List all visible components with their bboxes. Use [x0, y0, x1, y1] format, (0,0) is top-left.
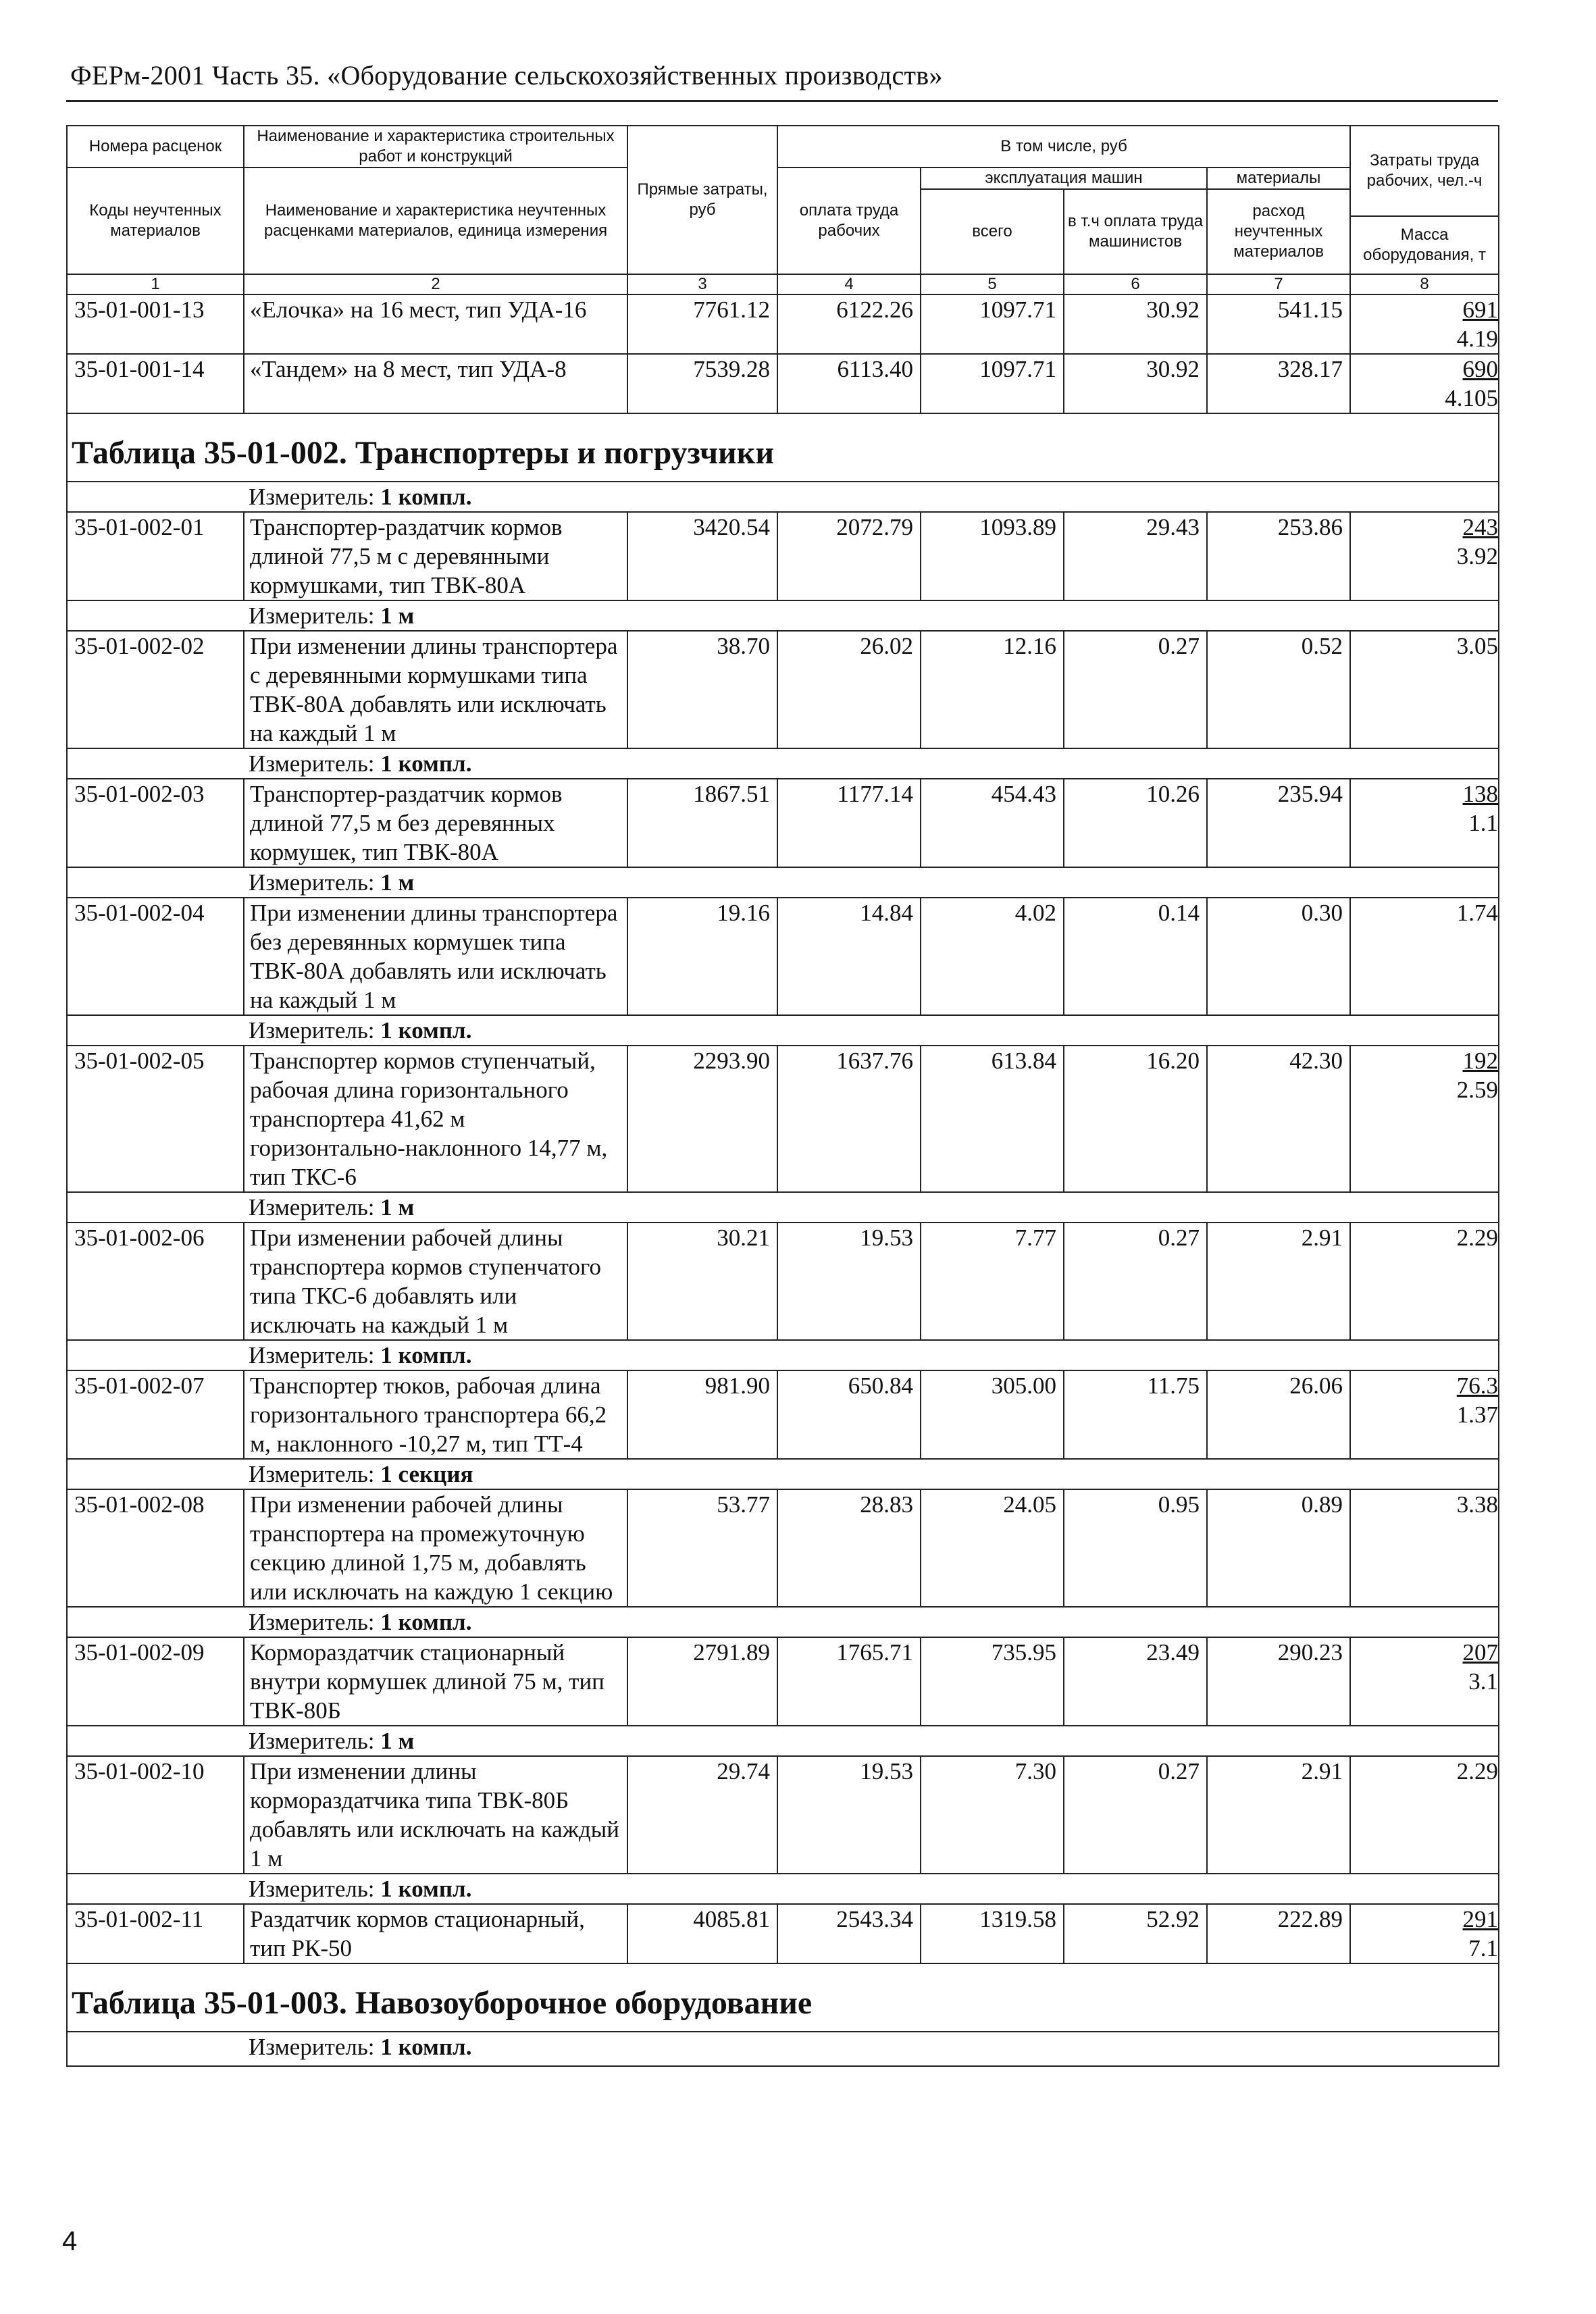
table-row	[67, 354, 1499, 413]
table-row	[67, 779, 1499, 867]
machine-total: 613.84	[921, 1046, 1064, 1192]
labor-mass-cell	[1350, 1904, 1499, 1963]
measure-label: Измеритель:	[249, 1461, 375, 1487]
labor-mass-cell	[1350, 1370, 1499, 1459]
labor-costs: 3.05	[1456, 633, 1499, 659]
measure-label: Измеритель:	[249, 869, 375, 896]
machine-total: 7.77	[921, 1223, 1064, 1340]
column-number: 7	[1207, 274, 1350, 294]
equipment-mass: 1.37	[1456, 1402, 1499, 1428]
labor-costs: 2.29	[1456, 1758, 1499, 1784]
col-head-equipment-mass: Масса оборудования, т	[1350, 216, 1499, 274]
machinists-pay: 0.14	[1064, 898, 1207, 1015]
machine-total: 1097.71	[921, 354, 1064, 413]
labor-mass-cell	[1350, 354, 1499, 413]
work-name: «Елочка» на 16 мест, тип УДА-16	[244, 294, 627, 354]
labor-mass-cell	[1350, 631, 1499, 748]
materials-cost: 235.94	[1207, 779, 1350, 867]
rate-code: 35-01-002-01	[67, 512, 244, 600]
column-number-row	[67, 274, 1499, 294]
equipment-mass: 1.1	[1468, 810, 1499, 836]
work-name: Транспортер-раздатчик кормов длиной 77,5 м без деревянных кормушек, тип ТВК-80А	[244, 779, 627, 867]
labor-mass-cell	[1350, 1046, 1499, 1192]
workers-pay: 6113.40	[777, 354, 921, 413]
measure-unit: 1 компл.	[380, 750, 472, 777]
materials-cost: 290.23	[1207, 1637, 1350, 1726]
measure-row	[67, 1607, 1499, 1637]
measure-unit: 1 м	[380, 1728, 415, 1754]
materials-cost: 328.17	[1207, 354, 1350, 413]
rate-code: 35-01-002-10	[67, 1756, 244, 1874]
labor-mass-cell	[1350, 1637, 1499, 1726]
work-name: При изменении длины транспортера без деревянных кормушек типа ТВК-80А добавлять или исключать на каждый 1 м	[244, 898, 627, 1015]
machinists-pay: 30.92	[1064, 354, 1207, 413]
table-row	[67, 1370, 1499, 1459]
table-row	[67, 1489, 1499, 1607]
measure-label: Измеритель:	[249, 1194, 375, 1220]
header-divider	[66, 100, 1498, 102]
materials-cost: 222.89	[1207, 1904, 1350, 1963]
table-row	[67, 1046, 1499, 1192]
measure-row	[67, 867, 1499, 898]
direct-costs: 1867.51	[627, 779, 777, 867]
measure-label: Измеритель:	[249, 750, 375, 777]
rate-code: 35-01-001-14	[67, 354, 244, 413]
measure-unit: 1 компл.	[380, 1609, 472, 1635]
measure-unit: 1 м	[380, 602, 415, 629]
measure-label: Измеритель:	[249, 1876, 375, 1902]
direct-costs: 3420.54	[627, 512, 777, 600]
table-row	[67, 512, 1499, 600]
document-header: ФЕРм-2001 Часть 35. «Оборудование сельскохозяйственных производств»	[70, 60, 943, 91]
col-head-direct-costs: Прямые затраты, руб	[627, 126, 777, 274]
column-number: 1	[67, 274, 244, 294]
table2-title: Таблица 35-01-002. Транспортеры и погрузчики	[67, 413, 1499, 482]
machinists-pay: 0.27	[1064, 1756, 1207, 1874]
column-number: 3	[627, 274, 777, 294]
equipment-mass: 2.59	[1456, 1077, 1499, 1103]
table-row	[67, 898, 1499, 1015]
col-head-codes: Коды неучтенных материалов	[67, 168, 244, 274]
labor-costs: 207	[1462, 1639, 1499, 1666]
measure-label: Измеритель:	[249, 1017, 375, 1044]
direct-costs: 2791.89	[627, 1637, 777, 1726]
measure-row	[67, 1015, 1499, 1046]
column-number: 5	[921, 274, 1064, 294]
measure-label: Измеритель:	[249, 1342, 375, 1368]
machine-total: 735.95	[921, 1637, 1064, 1726]
table-row	[67, 1637, 1499, 1726]
measure-row	[67, 748, 1499, 779]
labor-costs: 76.3	[1456, 1372, 1499, 1399]
col-head-total: всего	[921, 189, 1064, 274]
machinists-pay: 16.20	[1064, 1046, 1207, 1192]
table-row	[67, 1756, 1499, 1874]
work-name: Раздатчик кормов стационарный, тип РК-50	[244, 1904, 627, 1963]
rate-code: 35-01-002-06	[67, 1223, 244, 1340]
table3-title: Таблица 35-01-003. Навозоуборочное оборудование	[67, 1963, 1499, 2032]
rates-table-frame	[66, 125, 1498, 2188]
machinists-pay: 29.43	[1064, 512, 1207, 600]
direct-costs: 981.90	[627, 1370, 777, 1459]
rate-code: 35-01-002-03	[67, 779, 244, 867]
machinists-pay: 10.26	[1064, 779, 1207, 867]
machine-total: 305.00	[921, 1370, 1064, 1459]
measure-row	[67, 1459, 1499, 1489]
direct-costs: 29.74	[627, 1756, 777, 1874]
measure-label: Измеритель:	[249, 602, 375, 629]
measure-row	[67, 1340, 1499, 1370]
equipment-mass: 3.1	[1468, 1668, 1499, 1695]
labor-costs: 291	[1462, 1906, 1499, 1932]
col-head-unaccounted-materials: расход неучтенных материалов	[1207, 189, 1350, 274]
rates-table	[66, 125, 1499, 2067]
measure-unit: 1 м	[380, 1194, 415, 1220]
table-row	[67, 1904, 1499, 1963]
machinists-pay: 0.27	[1064, 1223, 1207, 1340]
rate-code: 35-01-001-13	[67, 294, 244, 354]
rate-code: 35-01-002-02	[67, 631, 244, 748]
workers-pay: 1765.71	[777, 1637, 921, 1726]
workers-pay: 14.84	[777, 898, 921, 1015]
workers-pay: 1637.76	[777, 1046, 921, 1192]
workers-pay: 2543.34	[777, 1904, 921, 1963]
materials-cost: 0.52	[1207, 631, 1350, 748]
col-head-machinists-pay: в т.ч оплата труда машинистов	[1064, 189, 1207, 274]
equipment-mass: 4.105	[1445, 385, 1499, 411]
rate-code: 35-01-002-05	[67, 1046, 244, 1192]
labor-costs: 138	[1462, 781, 1499, 807]
measure-unit: 1 компл.	[380, 2034, 472, 2060]
rate-code: 35-01-002-07	[67, 1370, 244, 1459]
col-head-materials: материалы	[1207, 168, 1350, 189]
machine-total: 1093.89	[921, 512, 1064, 600]
labor-mass-cell	[1350, 1223, 1499, 1340]
equipment-mass: 3.92	[1456, 543, 1499, 569]
machinists-pay: 11.75	[1064, 1370, 1207, 1459]
table-row	[67, 294, 1499, 354]
workers-pay: 19.53	[777, 1756, 921, 1874]
column-number: 2	[244, 274, 627, 294]
measure-unit: 1 компл.	[380, 1342, 472, 1368]
direct-costs: 19.16	[627, 898, 777, 1015]
rate-code: 35-01-002-09	[67, 1637, 244, 1726]
labor-costs: 3.38	[1456, 1491, 1499, 1518]
materials-cost: 253.86	[1207, 512, 1350, 600]
measure-unit: 1 м	[380, 869, 415, 896]
labor-costs: 1.74	[1456, 900, 1499, 926]
col-head-including: В том числе, руб	[777, 126, 1350, 168]
materials-cost: 26.06	[1207, 1370, 1350, 1459]
work-name: При изменении длины транспортера с деревянными кормушками типа ТВК-80А добавлять или исключать на каждый 1 м	[244, 631, 627, 748]
col-head-workers-pay: оплата труда рабочих	[777, 168, 921, 274]
machine-total: 4.02	[921, 898, 1064, 1015]
work-name: Транспортер-раздатчик кормов длиной 77,5 м с деревянными кормушками, тип ТВК-80А	[244, 512, 627, 600]
machinists-pay: 30.92	[1064, 294, 1207, 354]
measure-label: Измеритель:	[249, 2034, 375, 2060]
measure-unit: 1 компл.	[380, 484, 472, 510]
machine-total: 24.05	[921, 1489, 1064, 1607]
materials-cost: 42.30	[1207, 1046, 1350, 1192]
direct-costs: 7761.12	[627, 294, 777, 354]
rate-code: 35-01-002-11	[67, 1904, 244, 1963]
rate-code: 35-01-002-04	[67, 898, 244, 1015]
table3-measure	[67, 2032, 1499, 2066]
labor-mass-cell	[1350, 1489, 1499, 1607]
measure-label: Измеритель:	[249, 1609, 375, 1635]
workers-pay: 650.84	[777, 1370, 921, 1459]
labor-mass-cell	[1350, 512, 1499, 600]
machine-total: 1097.71	[921, 294, 1064, 354]
work-name: При изменении длины кормораздатчика типа ТВК-80Б добавлять или исключать на каждый 1 м	[244, 1756, 627, 1874]
work-name: При изменении рабочей длины транспортера на промежуточную секцию длиной 1,75 м, добавлять или исключать на каждую 1 секцию	[244, 1489, 627, 1607]
machine-total: 1319.58	[921, 1904, 1064, 1963]
direct-costs: 7539.28	[627, 354, 777, 413]
equipment-mass: 7.1	[1468, 1935, 1499, 1961]
materials-cost: 541.15	[1207, 294, 1350, 354]
machine-total: 7.30	[921, 1756, 1064, 1874]
direct-costs: 2293.90	[627, 1046, 777, 1192]
measure-row	[67, 1726, 1499, 1756]
col-head-labor-costs: Затраты труда рабочих, чел.-ч	[1350, 126, 1499, 216]
direct-costs: 53.77	[627, 1489, 777, 1607]
measure-unit: 1 секция	[380, 1461, 473, 1487]
direct-costs: 38.70	[627, 631, 777, 748]
measure-label: Измеритель:	[249, 484, 375, 510]
labor-costs: 690	[1462, 356, 1499, 382]
labor-mass-cell	[1350, 294, 1499, 354]
col-head-rate-numbers: Номера расценок	[67, 126, 244, 168]
machinists-pay: 23.49	[1064, 1637, 1207, 1726]
equipment-mass: 4.19	[1456, 326, 1499, 352]
machinists-pay: 52.92	[1064, 1904, 1207, 1963]
labor-costs: 691	[1462, 297, 1499, 323]
workers-pay: 6122.26	[777, 294, 921, 354]
materials-cost: 0.30	[1207, 898, 1350, 1015]
work-name: «Тандем» на 8 мест, тип УДА-8	[244, 354, 627, 413]
col-head-work-name: Наименование и характеристика строительных работ и конструкций	[244, 126, 627, 168]
column-number: 6	[1064, 274, 1207, 294]
measure-row	[67, 1874, 1499, 1904]
machinists-pay: 0.95	[1064, 1489, 1207, 1607]
measure-unit: 1 компл.	[380, 1017, 472, 1044]
machine-total: 454.43	[921, 779, 1064, 867]
machine-total: 12.16	[921, 631, 1064, 748]
measure-row	[67, 1192, 1499, 1223]
measure-row	[67, 600, 1499, 631]
labor-costs: 2.29	[1456, 1225, 1499, 1251]
workers-pay: 28.83	[777, 1489, 921, 1607]
table-row	[67, 1223, 1499, 1340]
measure-label: Измеритель:	[249, 1728, 375, 1754]
work-name: При изменении рабочей длины транспортера кормов ступенчатого типа ТКС-6 добавлять или исключать на каждый 1 м	[244, 1223, 627, 1340]
page-number: 4	[62, 2226, 78, 2256]
labor-costs: 192	[1462, 1048, 1499, 1074]
work-name: Транспортер кормов ступенчатый, рабочая длина горизонтального транспортера 41,62 м горизонтально-наклонного 14,77 м, тип ТКС-6	[244, 1046, 627, 1192]
labor-mass-cell	[1350, 779, 1499, 867]
col-head-machine-operation: эксплуатация машин	[921, 168, 1207, 189]
direct-costs: 30.21	[627, 1223, 777, 1340]
direct-costs: 4085.81	[627, 1904, 777, 1963]
workers-pay: 2072.79	[777, 512, 921, 600]
labor-costs: 243	[1462, 514, 1499, 540]
col-head-material-name: Наименование и характеристика неучтенных расценками материалов, единица измерения	[244, 168, 627, 274]
workers-pay: 26.02	[777, 631, 921, 748]
materials-cost: 0.89	[1207, 1489, 1350, 1607]
measure-unit: 1 компл.	[380, 1876, 472, 1902]
machinists-pay: 0.27	[1064, 631, 1207, 748]
table-row	[67, 631, 1499, 748]
column-number: 8	[1350, 274, 1499, 294]
column-number: 4	[777, 274, 921, 294]
rate-code: 35-01-002-08	[67, 1489, 244, 1607]
work-name: Транспортер тюков, рабочая длина горизонтального транспортера 66,2 м, наклонного -10,27 м, тип ТТ-4	[244, 1370, 627, 1459]
workers-pay: 1177.14	[777, 779, 921, 867]
labor-mass-cell	[1350, 898, 1499, 1015]
materials-cost: 2.91	[1207, 1223, 1350, 1340]
workers-pay: 19.53	[777, 1223, 921, 1340]
measure-row	[67, 482, 1499, 512]
work-name: Кормораздатчик стационарный внутри кормушек длиной 75 м, тип ТВК-80Б	[244, 1637, 627, 1726]
labor-mass-cell	[1350, 1756, 1499, 1874]
materials-cost: 2.91	[1207, 1756, 1350, 1874]
